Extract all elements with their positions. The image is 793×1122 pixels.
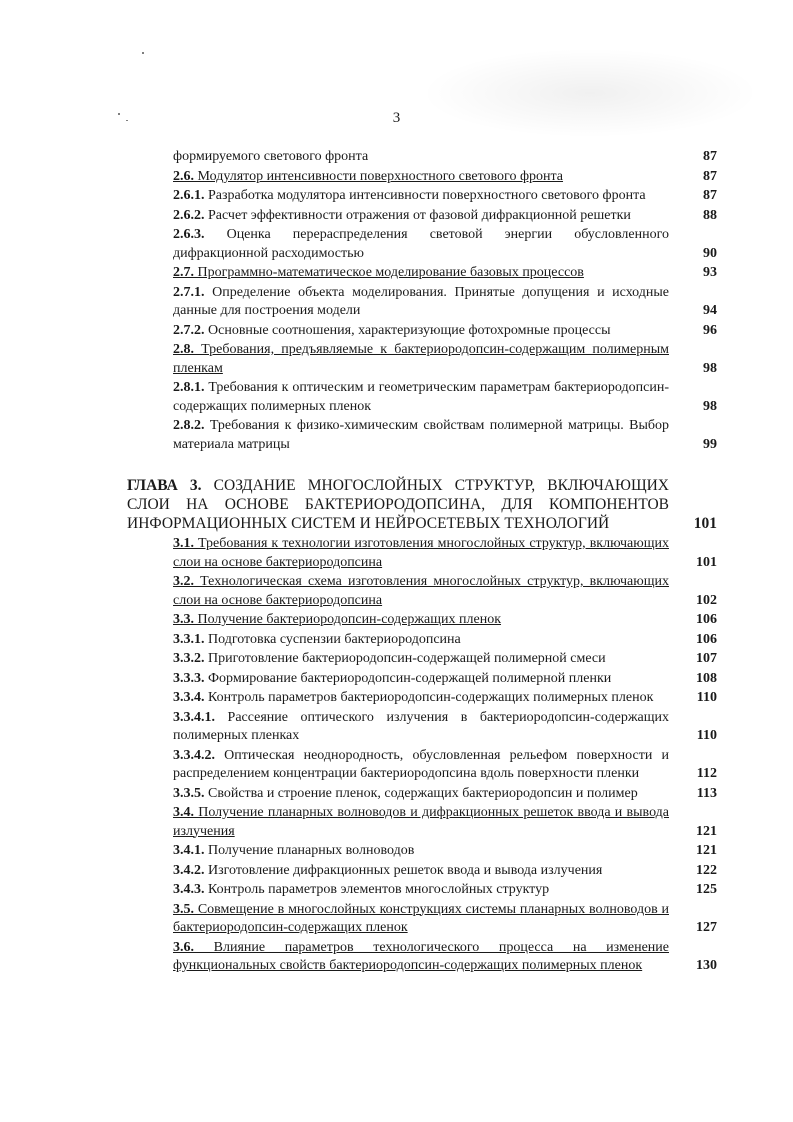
toc-entry-page: 90 xyxy=(703,245,717,261)
toc-entry-text: формируемого светового фронта xyxy=(173,149,369,164)
toc-entry-title xyxy=(173,650,669,669)
toc-entry xyxy=(0,631,793,650)
toc-entry-title xyxy=(173,322,669,341)
toc-entry-number: 3.5. xyxy=(173,901,194,917)
toc-entry xyxy=(0,284,793,321)
toc-entry-page: 110 xyxy=(696,690,717,705)
toc-entry-number: 3.3.2. xyxy=(173,651,205,666)
toc-entry xyxy=(0,842,793,861)
toc-entry-title xyxy=(173,689,669,708)
toc-entry-text: Влияние параметров технологического процесса на изменение функциональных свойств бактериородопсин-содержащих полимерных пленок xyxy=(173,939,669,973)
toc-entry-title xyxy=(173,862,669,881)
toc-entry-text: Получение планарных волноводов xyxy=(204,843,415,858)
toc-entry-title xyxy=(173,747,669,784)
toc-entry-title xyxy=(173,148,669,167)
toc-entry-text: Требования к технологии изготовления многослойных структур, включающих слои на основе бактериородопсина xyxy=(173,536,669,570)
toc-entry-number: 2.6.1. xyxy=(173,188,205,203)
toc-entry-title xyxy=(173,417,669,454)
toc-entry-number: 3.3. xyxy=(173,612,194,627)
toc-entry-number: 3.3.3. xyxy=(173,670,205,686)
toc-entry-page: 106 xyxy=(696,631,717,647)
toc-entry-text: СОЗДАНИЕ МНОГОСЛОЙНЫХ СТРУКТУР, ВКЛЮЧАЮЩИХ СЛОИ НА ОСНОВЕ БАКТЕРИОРОДОПСИНА, ДЛЯ КОМПОНЕНТОВ ИНФОРМАЦИОННЫХ СИСТЕМ И НЕЙРОСЕТЕВЫХ ТЕХНОЛОГИЙ xyxy=(127,477,669,532)
toc-entry xyxy=(0,670,793,689)
toc-entry-number: 2.8. xyxy=(173,342,194,357)
toc-entry-page: 106 xyxy=(696,612,717,627)
toc-entry-title xyxy=(173,284,669,321)
toc-entry xyxy=(0,187,793,206)
toc-entry-text: Требования к оптическим и геометрическим параметрам бактериородопсин-содержащих полимерных пленок xyxy=(173,380,669,414)
toc-entry-title xyxy=(173,631,669,650)
toc-entry-number: 3.4.1. xyxy=(173,843,205,858)
toc-entry xyxy=(0,901,793,938)
toc-entry-number: 2.6.3. xyxy=(173,227,205,242)
toc-entry-page: 87 xyxy=(703,188,717,203)
toc-entry-page: 87 xyxy=(703,168,717,184)
toc-entry-page: 96 xyxy=(703,322,717,338)
toc-entry xyxy=(0,862,793,881)
toc-entry-text: Модулятор интенсивности поверхностного светового фронта xyxy=(194,168,564,184)
table-of-contents xyxy=(0,148,793,977)
toc-entry-page: 125 xyxy=(696,882,717,897)
toc-entry-page: 102 xyxy=(696,592,717,608)
toc-entry-title xyxy=(173,670,669,689)
toc-entry-title xyxy=(173,804,669,841)
toc-entry-number: 3.2. xyxy=(173,574,194,589)
toc-entry-text: Подготовка суспензии бактериородопсина xyxy=(204,631,461,647)
toc-entry-page: 121 xyxy=(696,823,717,839)
toc-entry-text: Оценка перераспределения световой энергии обусловленного дифракционной расходимостью xyxy=(173,227,669,261)
toc-entry-text: Свойства и строение пленок, содержащих бактериородопсин и полимер xyxy=(204,785,638,801)
toc-entry xyxy=(0,535,793,572)
toc-entry-page: 99 xyxy=(703,436,717,452)
toc-entry-page: 113 xyxy=(696,785,717,801)
toc-entry-title xyxy=(127,476,669,533)
toc-entry-number: 2.7. xyxy=(173,265,194,280)
toc-entry-text: Рассеяние оптического излучения в бактериородопсин-содержащих полимерных пленках xyxy=(173,709,669,743)
toc-entry-page: 98 xyxy=(703,398,717,414)
toc-entry xyxy=(0,322,793,341)
toc-entry-number: ГЛАВА 3. xyxy=(127,477,202,494)
toc-entry-text: Требования к физико-химическим свойствам полимерной матрицы. Выбор материала матрицы xyxy=(173,418,669,452)
toc-entry-number: 3.4.3. xyxy=(173,882,205,897)
toc-entry-page: 110 xyxy=(696,728,717,743)
toc-entry-page: 98 xyxy=(703,360,717,376)
toc-entry-text: Оптическая неоднородность, обусловленная рельефом поверхности и распределением концентрации бактериородопсина вдоль поверхности пленки xyxy=(173,747,669,781)
chapter-heading xyxy=(0,476,793,533)
toc-entry-number: 2.7.2. xyxy=(173,322,205,338)
toc-entry-number: 3.3.1. xyxy=(173,631,205,647)
toc-entry-text: Формирование бактериородопсин-содержащей полимерной пленки xyxy=(204,670,612,686)
toc-entry-page: 93 xyxy=(703,265,717,280)
toc-entry xyxy=(0,747,793,784)
toc-entry-text: Контроль параметров бактериородопсин-содержащих полимерных пленок xyxy=(204,690,654,705)
toc-entry-title xyxy=(173,881,669,900)
toc-entry-text: Технологическая схема изготовления многослойных структур, включающих слои на основе бактериородопсина xyxy=(173,574,669,608)
toc-entry-title xyxy=(173,226,669,263)
toc-entry-number: 2.8.1. xyxy=(173,380,205,395)
page-number: 3 xyxy=(392,110,401,126)
toc-entry xyxy=(0,573,793,610)
toc-entry-number: 2.6. xyxy=(173,168,194,184)
toc-entry-title xyxy=(173,611,669,630)
toc-entry-page: 130 xyxy=(696,958,717,973)
toc-entry xyxy=(0,650,793,669)
toc-entry-title xyxy=(173,168,669,187)
toc-entry-page: 87 xyxy=(703,149,717,164)
toc-entry-title xyxy=(173,379,669,416)
toc-entry-number: 3.6. xyxy=(173,939,194,955)
toc-entry xyxy=(0,379,793,416)
toc-entry-title xyxy=(173,901,669,938)
toc-entry-text: Контроль параметров элементов многослойных структур xyxy=(204,882,550,897)
toc-entry-text: Разработка модулятора интенсивности поверхностного светового фронта xyxy=(204,188,646,203)
toc-entry-page: 112 xyxy=(696,766,717,781)
toc-entry-page: 101 xyxy=(693,515,717,532)
toc-entry-page: 121 xyxy=(696,843,717,858)
toc-entry xyxy=(0,709,793,746)
toc-entry-text: Изготовление дифракционных решеток ввода и вывода излучения xyxy=(204,862,603,878)
toc-entry xyxy=(0,264,793,283)
toc-entry xyxy=(0,881,793,900)
toc-entry-number: 3.1. xyxy=(173,536,194,551)
toc-entry-title xyxy=(173,709,669,746)
toc-entry-title xyxy=(173,264,669,283)
toc-entry-page: 88 xyxy=(703,207,717,223)
toc-entry-text: Приготовление бактериородопсин-содержащей полимерной смеси xyxy=(204,651,606,666)
toc-entry-page: 108 xyxy=(696,670,717,686)
toc-entry xyxy=(0,417,793,454)
toc-entry xyxy=(0,207,793,226)
toc-entry-title xyxy=(173,939,669,976)
toc-entry xyxy=(0,785,793,804)
toc-entry-title xyxy=(173,573,669,610)
toc-entry-text: Программно-математическое моделирование базовых процессов xyxy=(194,265,584,280)
toc-entry-text: Определение объекта моделирования. Принятые допущения и исходные данные для построения модели xyxy=(173,284,669,318)
toc-entry xyxy=(0,939,793,976)
toc-entry-text: Расчет эффективности отражения от фазовой дифракционной решетки xyxy=(204,207,631,223)
toc-entry-title xyxy=(173,341,669,378)
toc-entry-title xyxy=(173,842,669,861)
toc-entry xyxy=(0,611,793,630)
toc-entry-page: 94 xyxy=(703,303,717,318)
toc-entry-number: 3.4.2. xyxy=(173,862,205,878)
toc-entry-title xyxy=(173,535,669,572)
toc-entry xyxy=(0,341,793,378)
toc-entry-title xyxy=(173,785,669,804)
toc-entry-number: 3.3.4.1. xyxy=(173,709,215,725)
toc-entry xyxy=(0,226,793,263)
toc-entry-page: 107 xyxy=(696,651,717,666)
toc-entry-number: 3.3.4. xyxy=(173,690,205,705)
toc-entry-page: 101 xyxy=(696,554,717,570)
toc-entry-text: Получение планарных волноводов и дифракционных решеток ввода и вывода излучения xyxy=(173,805,669,839)
toc-entry xyxy=(0,168,793,187)
toc-entry xyxy=(0,148,793,167)
toc-entry-text: Основные соотношения, характеризующие фотохромные процессы xyxy=(204,322,611,338)
toc-entry-text: Требования, предъявляемые к бактериородопсин-содержащим полимерным пленкам xyxy=(173,342,669,376)
toc-entry-number: 2.7.1. xyxy=(173,284,205,300)
toc-entry xyxy=(0,804,793,841)
toc-entry-page: 122 xyxy=(696,862,717,878)
scan-speck xyxy=(142,52,144,54)
toc-entry-number: 2.6.2. xyxy=(173,207,205,223)
toc-entry-title xyxy=(173,187,669,206)
toc-entry-number: 2.8.2. xyxy=(173,418,205,433)
toc-entry-number: 3.3.5. xyxy=(173,785,205,801)
toc-entry-text: Получение бактериородопсин-содержащих пленок xyxy=(194,612,502,627)
toc-entry-number: 3.3.4.2. xyxy=(173,747,215,763)
toc-entry-page: 127 xyxy=(696,920,717,935)
toc-entry xyxy=(0,689,793,708)
toc-entry-number: 3.4. xyxy=(173,805,194,820)
toc-entry-text: Совмещение в многослойных конструкциях системы планарных волноводов и бактериородопсин-содержащих пленок xyxy=(173,901,669,935)
toc-entry-title xyxy=(173,207,669,226)
